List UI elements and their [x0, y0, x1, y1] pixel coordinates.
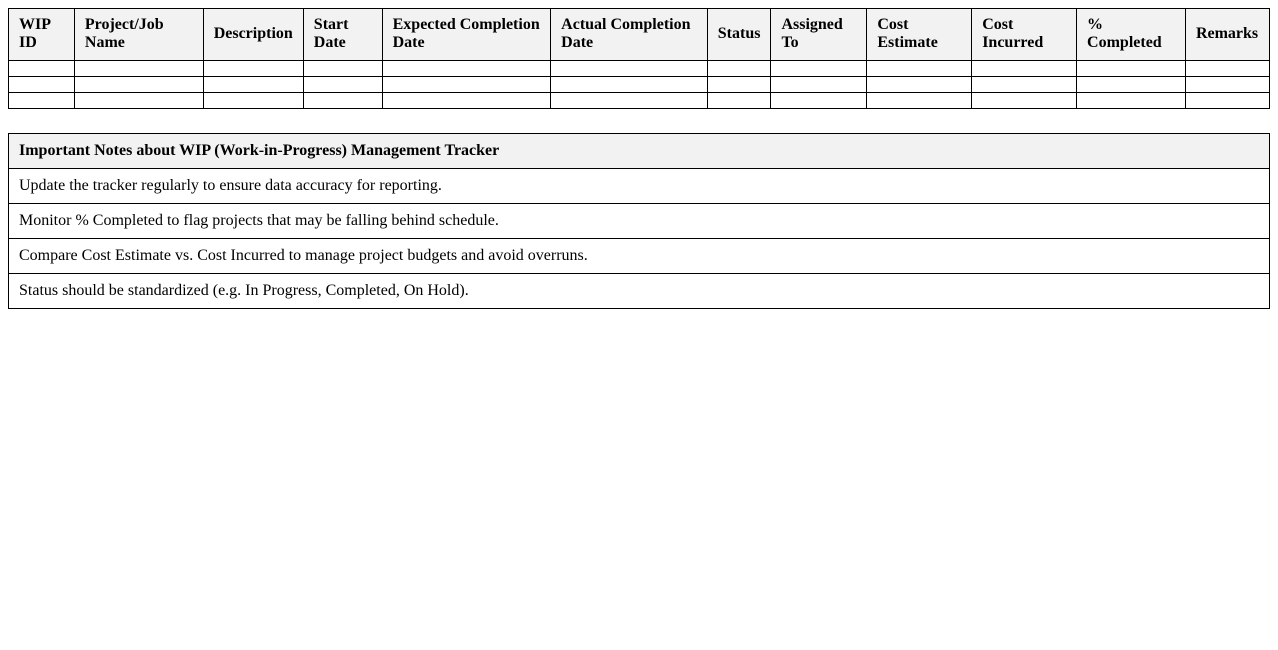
- column-header-status: Status: [707, 9, 771, 61]
- table-cell: [74, 93, 203, 109]
- column-header-project-job-name: Project/Job Name: [74, 9, 203, 61]
- table-cell: [1077, 77, 1186, 93]
- table-cell: [707, 93, 771, 109]
- table-cell: [707, 77, 771, 93]
- page: [0, 0, 1278, 309]
- notes-title: Important Notes about WIP (Work-in-Progress) Management Tracker: [9, 134, 1270, 169]
- notes-row: [9, 239, 1270, 274]
- column-header-cost-incurred: Cost Incurred: [972, 9, 1077, 61]
- table-header-row: [9, 9, 1270, 61]
- table-cell: [303, 93, 382, 109]
- table-cell: [771, 77, 867, 93]
- table-cell: [382, 77, 551, 93]
- table-cell: [972, 61, 1077, 77]
- table-row: [9, 61, 1270, 77]
- table-row: [9, 93, 1270, 109]
- column-header-actual-completion-date: Actual Completion Date: [551, 9, 708, 61]
- table-cell: [551, 93, 708, 109]
- table-cell: [771, 93, 867, 109]
- table-cell: [707, 61, 771, 77]
- table-cell: [551, 61, 708, 77]
- notes-header-row: [9, 134, 1270, 169]
- table-cell: [382, 93, 551, 109]
- table-cell: [203, 77, 303, 93]
- table-cell: [867, 61, 972, 77]
- table-cell: [1185, 93, 1269, 109]
- table-cell: [867, 93, 972, 109]
- notes-row: [9, 204, 1270, 239]
- table-cell: [9, 93, 75, 109]
- table-row: [9, 77, 1270, 93]
- notes-table: [8, 133, 1270, 309]
- table-cell: [382, 61, 551, 77]
- table-cell: [9, 77, 75, 93]
- column-header-percent-completed: % Completed: [1077, 9, 1186, 61]
- table-cell: [867, 77, 972, 93]
- table-cell: [303, 61, 382, 77]
- table-cell: [74, 77, 203, 93]
- column-header-description: Description: [203, 9, 303, 61]
- column-header-assigned-to: Assigned To: [771, 9, 867, 61]
- table-cell: [303, 77, 382, 93]
- table-cell: [1185, 61, 1269, 77]
- table-cell: [972, 77, 1077, 93]
- table-cell: [9, 61, 75, 77]
- note-item: Update the tracker regularly to ensure data accuracy for reporting.: [9, 169, 1270, 204]
- wip-tracker-table: [8, 8, 1270, 109]
- table-cell: [551, 77, 708, 93]
- table-cell: [74, 61, 203, 77]
- column-header-cost-estimate: Cost Estimate: [867, 9, 972, 61]
- column-header-start-date: Start Date: [303, 9, 382, 61]
- note-item: Status should be standardized (e.g. In Progress, Completed, On Hold).: [9, 274, 1270, 309]
- table-cell: [1077, 93, 1186, 109]
- column-header-wip-id: WIP ID: [9, 9, 75, 61]
- table-cell: [771, 61, 867, 77]
- column-header-expected-completion-date: Expected Completion Date: [382, 9, 551, 61]
- table-cell: [203, 93, 303, 109]
- notes-row: [9, 169, 1270, 204]
- notes-row: [9, 274, 1270, 309]
- column-header-remarks: Remarks: [1185, 9, 1269, 61]
- table-cell: [972, 93, 1077, 109]
- table-cell: [1077, 61, 1186, 77]
- table-cell: [203, 61, 303, 77]
- table-cell: [1185, 77, 1269, 93]
- note-item: Compare Cost Estimate vs. Cost Incurred to manage project budgets and avoid overruns.: [9, 239, 1270, 274]
- note-item: Monitor % Completed to flag projects that may be falling behind schedule.: [9, 204, 1270, 239]
